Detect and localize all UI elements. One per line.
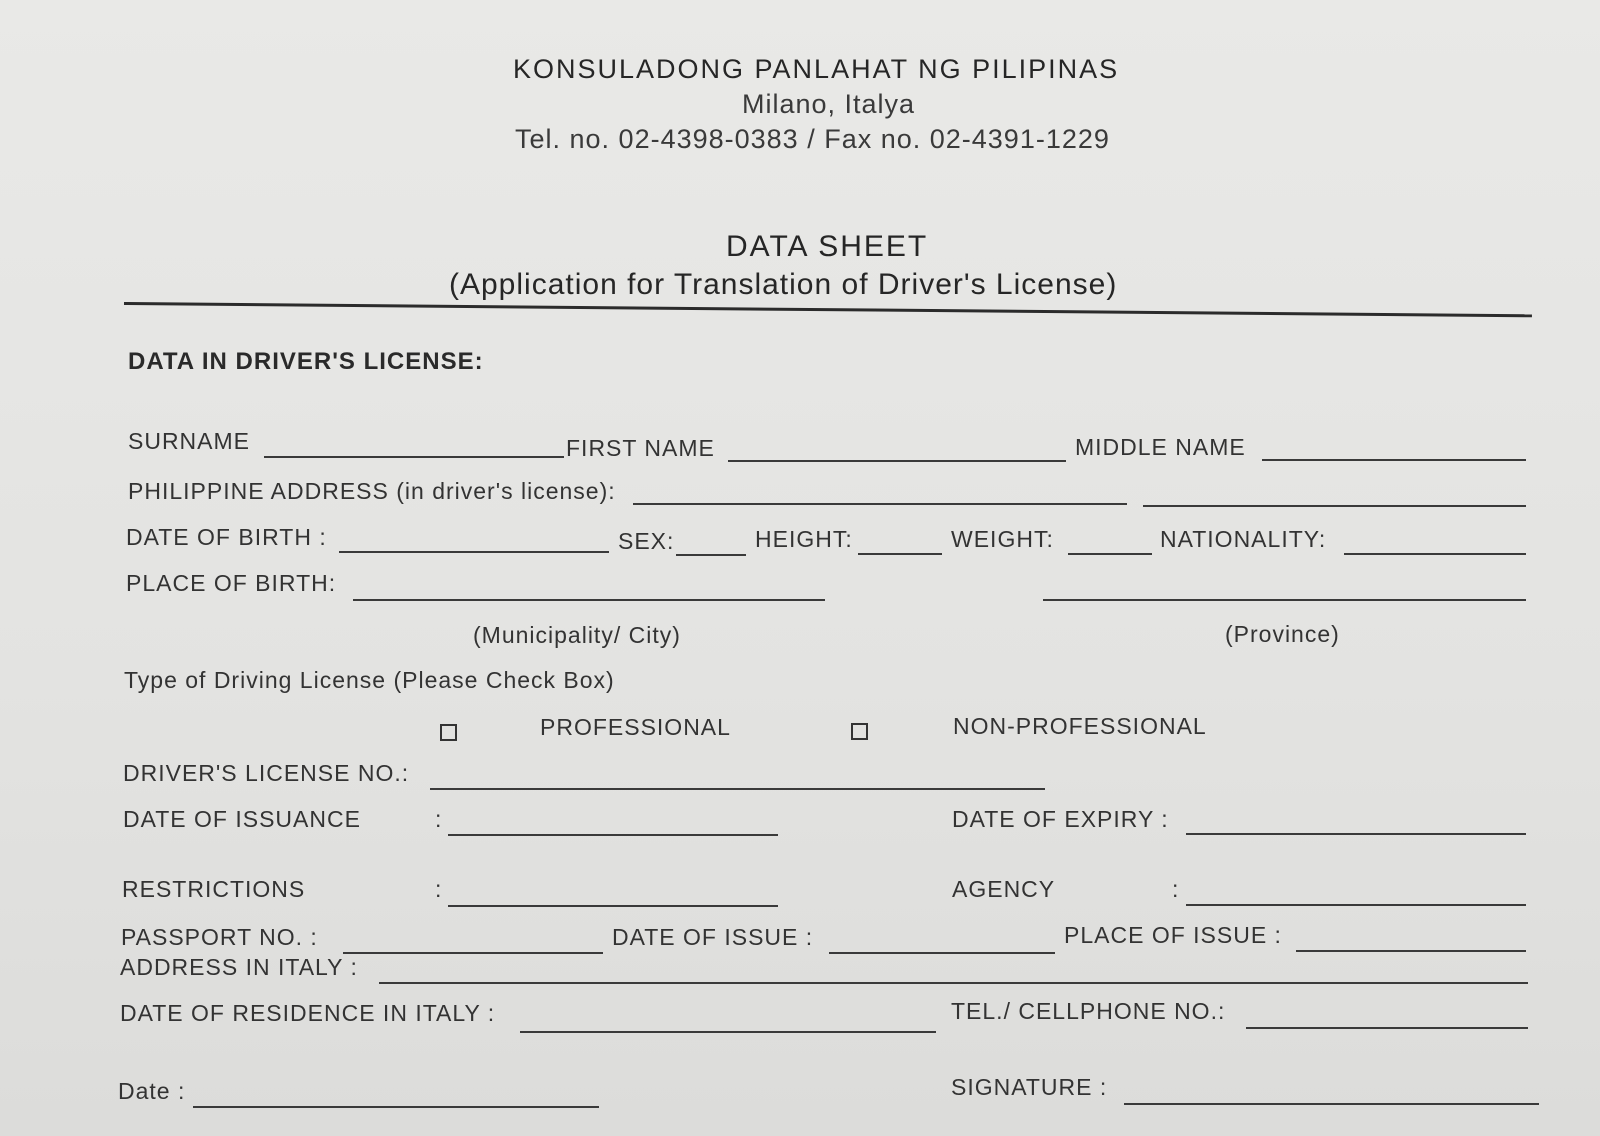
consulate-contact: Tel. no. 02-4398-0383 / Fax no. 02-4391-1229 bbox=[515, 124, 1110, 154]
issuance-field[interactable] bbox=[448, 834, 778, 836]
passport-label: PASSPORT NO. : bbox=[121, 924, 318, 950]
municipality-caption: (Municipality/ City) bbox=[473, 622, 681, 648]
professional-label: PROFESSIONAL bbox=[540, 714, 731, 740]
pob-municipality-field[interactable] bbox=[353, 599, 825, 601]
dob-field[interactable] bbox=[339, 551, 609, 553]
license-no-label: DRIVER'S LICENSE NO.: bbox=[123, 760, 410, 786]
middle-name-field[interactable] bbox=[1262, 459, 1526, 461]
restrictions-field[interactable] bbox=[448, 905, 778, 907]
surname-field[interactable] bbox=[264, 456, 564, 458]
signature-label: SIGNATURE : bbox=[951, 1074, 1108, 1100]
date-label: Date : bbox=[118, 1078, 186, 1104]
sex-field[interactable] bbox=[676, 554, 746, 556]
place-issue-label: PLACE OF ISSUE : bbox=[1064, 922, 1282, 948]
date-issue-field[interactable] bbox=[829, 952, 1055, 954]
form-title: DATA SHEET bbox=[726, 230, 929, 263]
ph-address-label: PHILIPPINE ADDRESS (in driver's license): bbox=[128, 478, 616, 504]
pob-label: PLACE OF BIRTH: bbox=[126, 570, 337, 596]
residence-date-label: DATE OF RESIDENCE IN ITALY : bbox=[120, 1000, 496, 1026]
non-professional-checkbox[interactable] bbox=[851, 723, 868, 740]
restrictions-colon: : bbox=[435, 876, 443, 902]
address-italy-label: ADDRESS IN ITALY : bbox=[120, 954, 358, 980]
date-field[interactable] bbox=[193, 1106, 599, 1108]
expiry-label: DATE OF EXPIRY : bbox=[952, 806, 1169, 832]
form-subtitle: (Application for Translation of Driver's License) bbox=[449, 268, 1118, 301]
weight-label: WEIGHT: bbox=[951, 526, 1054, 552]
ph-address-field-1[interactable] bbox=[633, 503, 1127, 505]
residence-date-field[interactable] bbox=[520, 1031, 936, 1033]
license-no-field[interactable] bbox=[430, 788, 1045, 790]
restrictions-label: RESTRICTIONS bbox=[122, 876, 306, 902]
pob-province-field[interactable] bbox=[1043, 599, 1526, 601]
tel-label: TEL./ CELLPHONE NO.: bbox=[951, 998, 1226, 1024]
sex-label: SEX: bbox=[618, 528, 675, 554]
passport-field[interactable] bbox=[343, 952, 603, 954]
non-professional-label: NON-PROFESSIONAL bbox=[953, 713, 1207, 739]
address-italy-field[interactable] bbox=[379, 982, 1528, 984]
surname-label: SURNAME bbox=[128, 428, 251, 454]
agency-colon: : bbox=[1172, 876, 1180, 902]
dob-label: DATE OF BIRTH : bbox=[126, 524, 327, 550]
tel-field[interactable] bbox=[1246, 1027, 1528, 1029]
height-label: HEIGHT: bbox=[755, 526, 853, 552]
first-name-label: FIRST NAME bbox=[566, 435, 715, 461]
agency-field[interactable] bbox=[1186, 904, 1526, 906]
issuance-label: DATE OF ISSUANCE bbox=[123, 806, 361, 832]
agency-label: AGENCY bbox=[952, 876, 1056, 902]
date-issue-label: DATE OF ISSUE : bbox=[612, 924, 814, 950]
license-type-label: Type of Driving License (Please Check Box) bbox=[124, 667, 615, 693]
section-heading: DATA IN DRIVER'S LICENSE: bbox=[128, 348, 484, 375]
professional-checkbox[interactable] bbox=[440, 724, 457, 741]
ph-address-field-2[interactable] bbox=[1143, 505, 1526, 507]
signature-field[interactable] bbox=[1124, 1103, 1539, 1105]
consulate-city: Milano, Italya bbox=[742, 89, 916, 119]
place-issue-field[interactable] bbox=[1296, 950, 1526, 952]
issuance-colon: : bbox=[435, 806, 443, 832]
consulate-name: KONSULADONG PANLAHAT NG PILIPINAS bbox=[513, 54, 1120, 84]
nationality-field[interactable] bbox=[1344, 553, 1526, 555]
expiry-field[interactable] bbox=[1186, 833, 1526, 835]
province-caption: (Province) bbox=[1225, 621, 1340, 647]
first-name-field[interactable] bbox=[728, 460, 1066, 462]
nationality-label: NATIONALITY: bbox=[1160, 526, 1327, 552]
middle-name-label: MIDDLE NAME bbox=[1075, 434, 1246, 460]
title-rule bbox=[124, 302, 1532, 317]
weight-field[interactable] bbox=[1068, 553, 1152, 555]
height-field[interactable] bbox=[858, 553, 942, 555]
